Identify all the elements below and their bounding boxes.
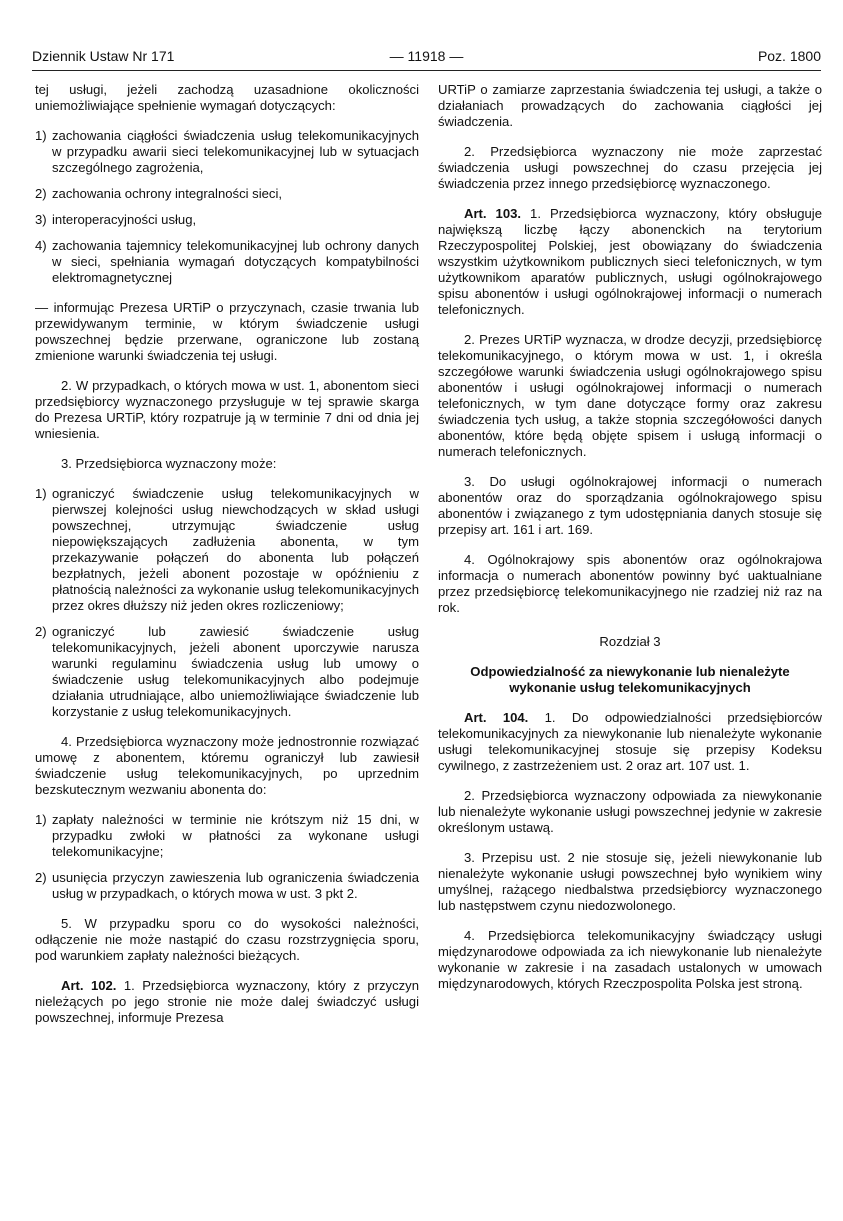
- article-103: [438, 206, 822, 318]
- paragraph-104-4: 4. Przedsiębiorca telekomunikacyjny świadczący usługi międzynarodowe odpowiada za ich niewykonanie lub nienależyte wykonanie w zakresie i na zasadach ustalonych w umowach międzynarodowych, których Rzeczpospolita Polska jest stroną.: [438, 928, 822, 991]
- article-text: 1. Przedsiębiorca wyznaczony, który z przyczyn nieleżących po jego stronie nie może dalej świadczyć usługi powszechnej, informuje Prezesa: [35, 978, 420, 1025]
- list-item: [35, 212, 419, 228]
- article-104: [438, 710, 822, 774]
- paragraph-ust-5: 5. W przypadku sporu co do wysokości należności, odłączenie nie może nastąpić do czasu rozstrzygnięcia sporu, pod warunkiem zapłaty należności bieżących.: [35, 916, 419, 963]
- journal-title: Dziennik Ustaw Nr 171: [32, 48, 175, 64]
- list-item-number: 4): [35, 238, 47, 253]
- list-item: [35, 870, 419, 902]
- paragraph-inform: — informując Prezesa URTiP o przyczynach, czasie trwania lub przewidywanym terminie, w którym świadczenie usługi powszechnej będzie przerwane, ograniczone lub zostaną zmienione warunki świadczenia tej usługi.: [35, 300, 419, 363]
- page-header: [32, 47, 821, 69]
- list-item: [35, 238, 419, 286]
- list-item: [35, 186, 419, 202]
- chapter-title: Odpowiedzialność za niewykonanie lub nienależyte wykonanie usług telekomunikacyjnych: [470, 664, 790, 695]
- article-label: Art. 102.: [61, 978, 117, 993]
- article-label: Art. 103.: [464, 206, 522, 221]
- list-item: [35, 812, 419, 860]
- paragraph-104-2: 2. Przedsiębiorca wyznaczony odpowiada za niewykonanie lub nienależyte wykonanie usługi powszechnej jedynie w zakresie określonym ustawą.: [438, 788, 822, 835]
- paragraph-ust-2: 2. W przypadkach, o których mowa w ust. 1, abonentom sieci przedsiębiorcy wyznaczonego przysługuje w tej sprawie skarga do Prezesa URTiP, który rozpatruje ją w terminie 7 dni od dnia jej wniesienia.: [35, 378, 419, 441]
- position-number: Poz. 1800: [757, 48, 821, 64]
- list-item-text: zapłaty należności w terminie nie krótszym niż 15 dni, w przypadku zwłoki w płatności za wykonane usługi telekomunikacyjne;: [52, 812, 419, 859]
- paragraph-103-2: 2. Prezes URTiP wyznacza, w drodze decyzji, przedsiębiorcę telekomunikacyjnego, o którym mowa w ust. 1, i określa szczegółowe warunki świadczenia usługi ogólnokrajowego spisu abonentów i usługi ogólnokrajowej informacji o numerach telefonicznych, w tym dane dotyczące formy oraz zakresu świadczenia tych usług, a także stopnia szczegółowości danych abonentów, które będą objęte spisem i usługą informacji o numerach telefonicznych.: [438, 332, 822, 459]
- list-item-number: 2): [35, 624, 47, 639]
- paragraph-103-3: 3. Do usługi ogólnokrajowej informacji o numerach abonentów oraz do sporządzania ogólnokrajowego spisu abonentów i związanego z tym udostępniania danych stosuje się przepisy art. 161 i art. 169.: [438, 474, 822, 537]
- list-item-text: zachowania ochrony integralności sieci,: [52, 186, 282, 201]
- article-text: 1. Do odpowiedzialności przedsiębiorców telekomunikacyjnych za niewykonanie lub nienależyte wykonanie usługi telekomunikacyjnej stosuje się przepisy Kodeksu cywilnego, z zastrzeżeniem ust. 2 oraz art. 107 ust. 1.: [438, 710, 823, 773]
- paragraph-104-3: 3. Przepisu ust. 2 nie stosuje się, jeżeli niewykonanie lub nienależyte wykonanie usługi powszechnej było wynikiem winy umyślnej, rażącego niedbalstwa przedsiębiorcy wyznaczonego lub następstwem czynu niedozwolonego.: [438, 850, 822, 913]
- list-item: [35, 624, 419, 720]
- list-item-text: usunięcia przyczyn zawieszenia lub ograniczenia świadczenia usług w przypadkach, o których mowa w ust. 3 pkt 2.: [52, 870, 419, 901]
- header-rule: [32, 70, 821, 71]
- article-label: Art. 104.: [464, 710, 529, 725]
- list-requirements: [35, 128, 419, 286]
- paragraph-102-2: 2. Przedsiębiorca wyznaczony nie może zaprzestać świadczenia usługi powszechnej do czasu przejęcia jej świadczenia przez innego przedsiębiorcę wyznaczonego.: [438, 144, 822, 191]
- article-text: 1. Przedsiębiorca wyznaczony, który obsługuje największą liczbę łączy abonenckich na terytorium Rzeczypospolitej Polskiej, jest obowiązany do świadczenia wszystkim użytkownikom publicznych sieci telefonicznych, w tym użytkownikom aparatów publicznych, usługi ogólnokrajowego spisu abonentów i usługi ogólnokrajowej informacji o numerach telefonicznych.: [438, 206, 823, 317]
- paragraph-intro: tej usługi, jeżeli zachodzą uzasadnione okoliczności uniemożliwiające spełnienie wymagań dotyczących:: [35, 82, 419, 113]
- list-summons: [35, 812, 419, 902]
- list-item-number: 1): [35, 128, 47, 143]
- list-item-number: 2): [35, 186, 47, 201]
- list-item-text: ograniczyć świadczenie usług telekomunikacyjnych w pierwszej kolejności usług niewchodzących w skład usługi powszechnej, utrzymując świadczenie usług niepowiększających zadłużenia abonenta, w tym przekazywanie połączeń do abonenta lub połączeń bezpłatnych, jeżeli abonent pozostaje w opóźnieniu z płatnością należności za wykonanie usług telekomunikacyjnych przez okres dłuższy niż jeden okres rozliczeniowy;: [52, 486, 419, 613]
- list-item-text: interoperacyjności usług,: [52, 212, 197, 227]
- left-column: [35, 82, 419, 1040]
- list-item-number: 2): [35, 870, 47, 885]
- list-item-number: 3): [35, 212, 47, 227]
- chapter-heading: Rozdział 3: [599, 634, 661, 649]
- list-item: [35, 486, 419, 614]
- list-limitations: [35, 486, 419, 720]
- paragraph-ust-4: 4. Przedsiębiorca wyznaczony może jednostronnie rozwiązać umowę z abonentem, któremu ograniczył lub zawiesił świadczenie usług telekomunikacyjnych, po uprzednim bezskutecznym wezwaniu abonenta do:: [35, 734, 419, 797]
- article-102: [35, 978, 419, 1026]
- list-item-text: zachowania ciągłości świadczenia usług telekomunikacyjnych w przypadku awarii sieci telekomunikacyjnej lub w sytuacjach szczególnego zagrożenia,: [52, 128, 419, 175]
- list-item-text: ograniczyć lub zawiesić świadczenie usług telekomunikacyjnych, jeżeli abonent uporczywie narusza warunki regulaminu świadczenia usług lub umowy o świadczenie usług telekomunikacyjnych albo podejmuje działania utrudniające, albo uniemożliwiające świadczenie lub korzystanie z usług telekomunikacyjnych.: [52, 624, 419, 719]
- paragraph-ust-3: 3. Przedsiębiorca wyznaczony może:: [61, 456, 277, 471]
- page-number: — 11918 —: [389, 48, 464, 64]
- paragraph-continuation: URTiP o zamiarze zaprzestania świadczenia tej usługi, a także o działaniach prowadzących do zachowania ciągłości jej świadczenia.: [438, 82, 822, 129]
- list-item-number: 1): [35, 486, 47, 501]
- right-column: [438, 82, 822, 1006]
- list-item-text: zachowania tajemnicy telekomunikacyjnej lub ochrony danych w sieci, spełniania wymagań dotyczących kompatybilności elektromagnetycznej: [52, 238, 419, 285]
- list-item-number: 1): [35, 812, 47, 827]
- paragraph-103-4: 4. Ogólnokrajowy spis abonentów oraz ogólnokrajowa informacja o numerach abonentów powinny być uaktualniane przez przedsiębiorcę telekomunikacyjnego nie rzadziej niż raz na rok.: [438, 552, 822, 615]
- list-item: [35, 128, 419, 176]
